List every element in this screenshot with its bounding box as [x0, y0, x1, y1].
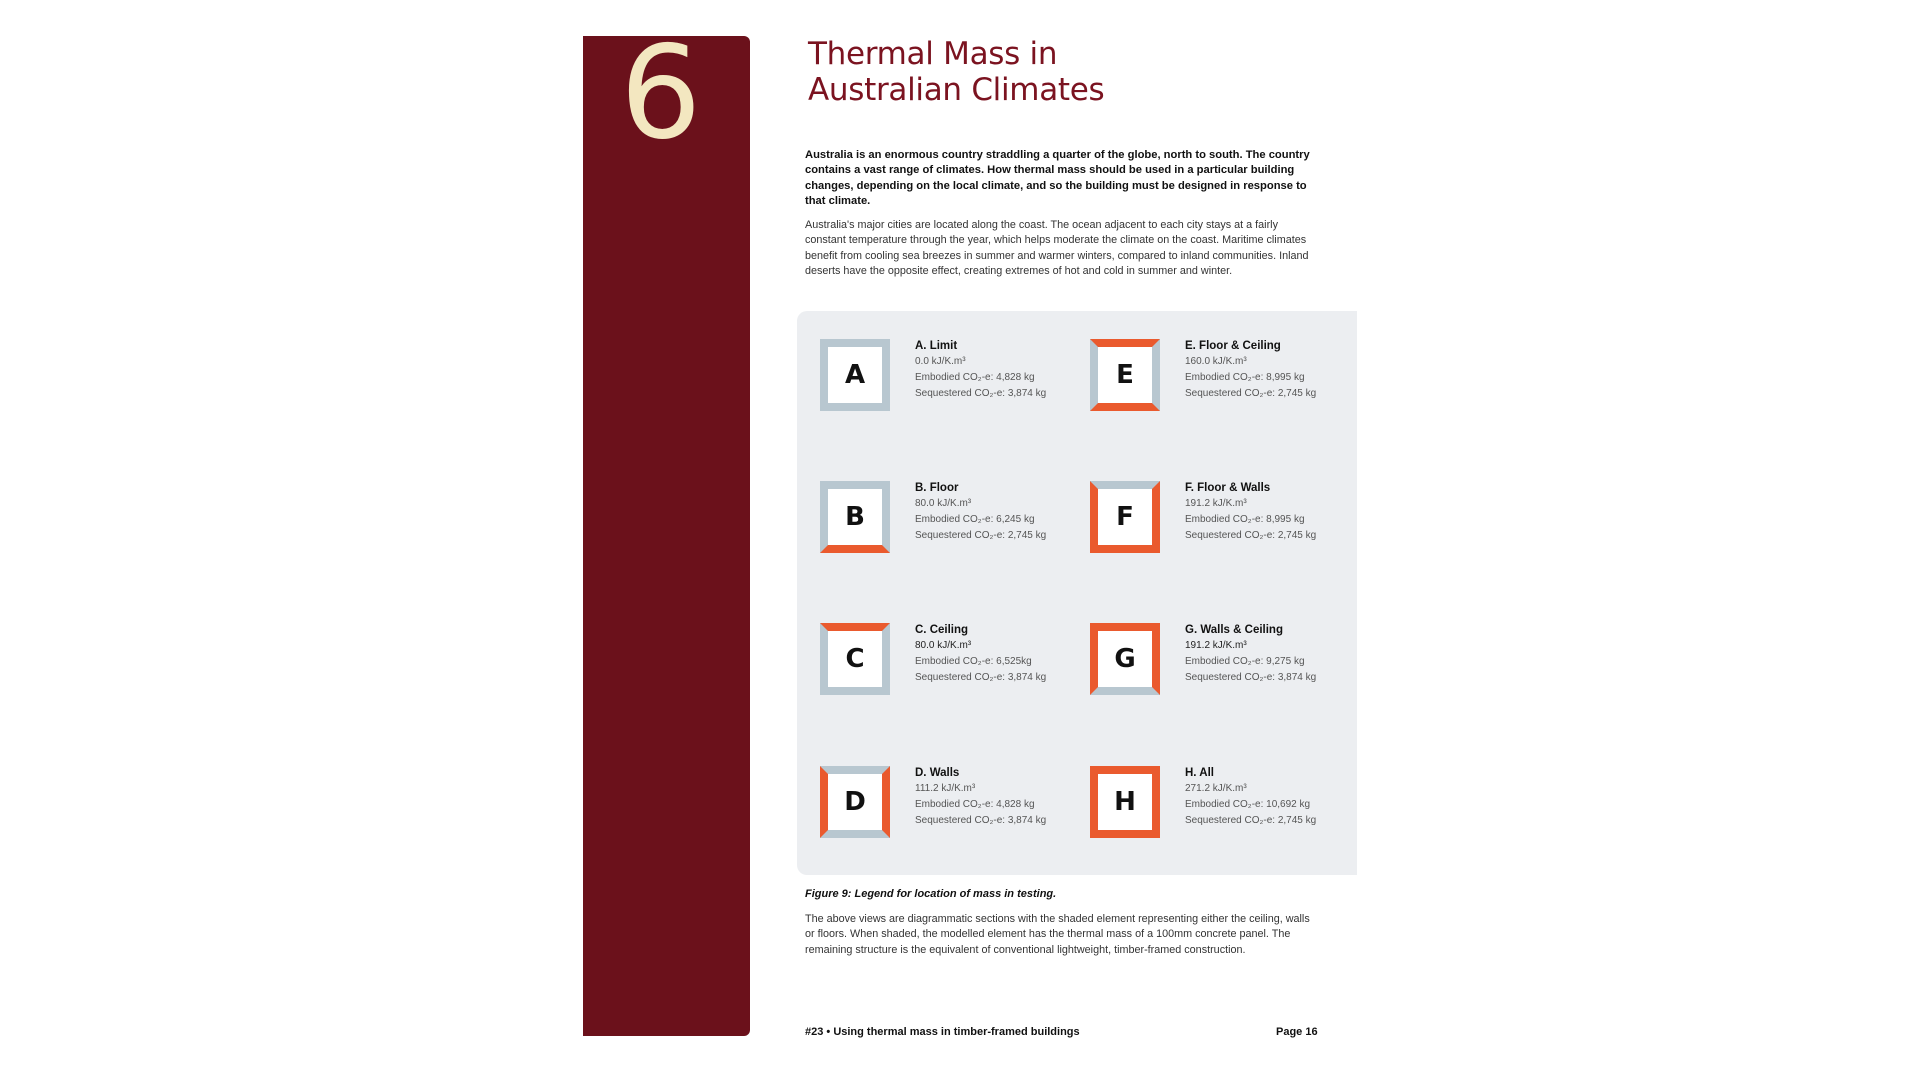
legend-item-text [1185, 766, 1365, 829]
legend-item-text [915, 481, 1095, 544]
legend-item-text [915, 766, 1095, 829]
diagram-letter: G [1114, 644, 1136, 674]
legend-item-capacity: 80.0 kJ/K.m³ [915, 498, 972, 509]
legend-item-text [1185, 339, 1365, 402]
figure-description: The above views are diagrammatic sections with the shaded element representing either the ceiling, walls or floors. When shaded, the modelled element has the thermal mass of a 100mm concrete panel. The remaining structure is the equivalent of conventional lightweight, timber-framed construction. [805, 913, 1310, 956]
legend-item-capacity: 271.2 kJ/K.m³ [1185, 783, 1247, 794]
legend-item-sequestered-co2: Sequestered CO₂-e: 3,874 kg [915, 388, 1047, 399]
chapter-bar [583, 36, 750, 1036]
legend-item-sequestered-co2: Sequestered CO₂-e: 2,745 kg [1185, 815, 1317, 826]
legend-item-name: H. All [1185, 767, 1214, 779]
legend-item-embodied-co2: Embodied CO₂-e: 6,245 kg [915, 514, 1035, 525]
section-diagram-icon [820, 766, 890, 838]
figure-legend-panel [797, 311, 1357, 875]
legend-item-embodied-co2: Embodied CO₂-e: 4,828 kg [915, 372, 1035, 383]
section-diagram-icon [1090, 623, 1160, 695]
chapter-number: 6 [620, 19, 702, 168]
page-number: Page 16 [1276, 1026, 1318, 1038]
legend-item-name: F. Floor & Walls [1185, 482, 1271, 494]
legend-item-d [820, 766, 1080, 842]
legend-item-h [1090, 766, 1350, 842]
page-title [808, 36, 1408, 108]
legend-item-g [1090, 623, 1350, 699]
legend-item-text [1185, 623, 1365, 686]
legend-item-capacity: 160.0 kJ/K.m³ [1185, 356, 1247, 367]
section-diagram-icon [1090, 339, 1160, 411]
legend-item-c [820, 623, 1080, 699]
legend-item-embodied-co2: Embodied CO₂-e: 8,995 kg [1185, 514, 1305, 525]
diagram-letter: D [844, 787, 866, 817]
legend-item-embodied-co2: Embodied CO₂-e: 9,275 kg [1185, 656, 1305, 667]
legend-item-embodied-co2: Embodied CO₂-e: 4,828 kg [915, 799, 1035, 810]
legend-item-capacity: 0.0 kJ/K.m³ [915, 356, 966, 367]
legend-item-sequestered-co2: Sequestered CO₂-e: 3,874 kg [1185, 672, 1317, 683]
legend-item-embodied-co2: Embodied CO₂-e: 8,995 kg [1185, 372, 1305, 383]
legend-item-capacity: 111.2 kJ/K.m³ [915, 783, 976, 794]
legend-item-a [820, 339, 1080, 415]
legend-item-capacity: 191.2 kJ/K.m³ [1185, 498, 1247, 509]
diagram-letter: B [845, 502, 865, 532]
legend-item-text [915, 623, 1095, 686]
page-title-line-2: Australian Climates [808, 72, 1105, 108]
legend-item-text [1185, 481, 1365, 544]
legend-item-sequestered-co2: Sequestered CO₂-e: 2,745 kg [1185, 530, 1317, 541]
section-diagram-icon [820, 481, 890, 553]
diagram-letter: A [844, 360, 866, 390]
legend-item-sequestered-co2: Sequestered CO₂-e: 3,874 kg [915, 815, 1047, 826]
legend-item-b [820, 481, 1080, 557]
diagram-letter: F [1116, 502, 1134, 532]
legend-item-name: D. Walls [915, 767, 960, 779]
intro-lead-paragraph: Australia is an enormous country straddling a quarter of the globe, north to south. The country contains a vast range of climates. How thermal mass should be used in a particular building changes, depending on the local climate, and so the building must be designed in response to that climate. [805, 149, 1310, 208]
diagram-letter: C [845, 644, 865, 674]
section-diagram-icon [1090, 481, 1160, 553]
figure-caption: Figure 9: Legend for location of mass in testing. [805, 888, 1057, 900]
legend-item-sequestered-co2: Sequestered CO₂-e: 2,745 kg [915, 530, 1047, 541]
legend-item-f [1090, 481, 1350, 557]
section-diagram-icon [820, 339, 890, 411]
page-title-line-1: Thermal Mass in [808, 36, 1058, 72]
legend-item-name: B. Floor [915, 482, 959, 494]
legend-item-name: A. Limit [915, 340, 958, 352]
legend-item-name: C. Ceiling [915, 624, 969, 636]
legend-item-name: E. Floor & Ceiling [1185, 340, 1281, 352]
section-diagram-icon [820, 623, 890, 695]
intro-body-paragraph: Australia's major cities are located along the coast. The ocean adjacent to each city stays at a fairly constant temperature through the year, which helps moderate the climate on the coast. Maritime climates benefit from cooling sea breezes in summer and warmer winters, compared to inland communities. Inland deserts have the opposite effect, creating extremes of hot and cold in summer and winter. [805, 219, 1309, 278]
legend-item-name: G. Walls & Ceiling [1185, 624, 1283, 636]
legend-item-capacity: 191.2 kJ/K.m³ [1185, 640, 1247, 651]
legend-item-text [915, 339, 1095, 402]
footer-title: #23 • Using thermal mass in timber-framed buildings [805, 1026, 1080, 1038]
legend-item-sequestered-co2: Sequestered CO₂-e: 3,874 kg [915, 672, 1047, 683]
section-diagram-icon [1090, 766, 1160, 838]
diagram-letter: H [1114, 787, 1136, 817]
legend-item-embodied-co2: Embodied CO₂-e: 10,692 kg [1185, 799, 1311, 810]
legend-item-sequestered-co2: Sequestered CO₂-e: 2,745 kg [1185, 388, 1317, 399]
legend-item-e [1090, 339, 1350, 415]
legend-item-capacity: 80.0 kJ/K.m³ [915, 640, 972, 651]
diagram-letter: E [1116, 360, 1134, 390]
legend-item-embodied-co2: Embodied CO₂-e: 6,525kg [915, 656, 1032, 667]
